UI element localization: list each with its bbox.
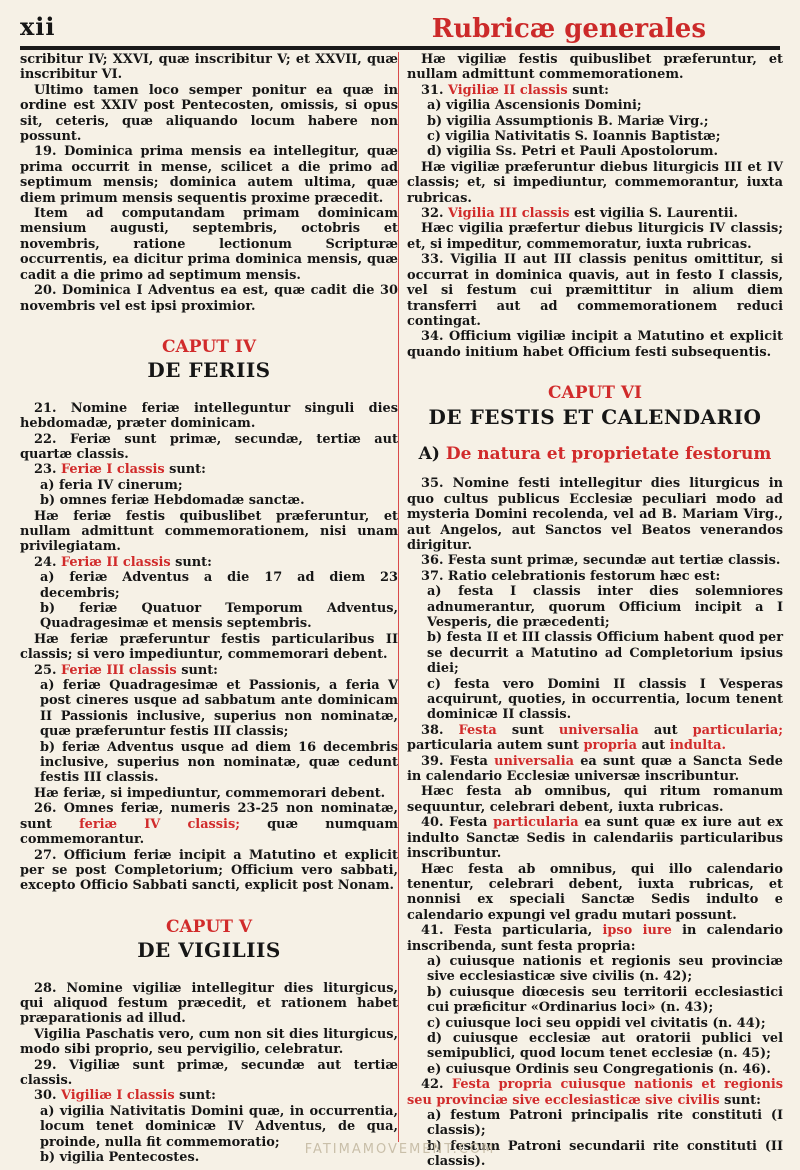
text: aut bbox=[641, 738, 666, 754]
list-item: a) cuiusque nationis et regionis seu provinciæ sive ecclesiasticæ sive civilis (n. 42); bbox=[427, 953, 783, 985]
paragraph: scribitur IV; XXVI, quæ inscribitur V; et XXVII, quæ inscribitur VI. bbox=[20, 52, 398, 83]
text: ea sunt quæ a Sancta Sede in calendario Ecclesiæ universæ inscribuntur. bbox=[407, 753, 783, 785]
rubric-term: Feriæ I classis bbox=[60, 462, 165, 478]
section-heading-a bbox=[407, 443, 783, 464]
page-header bbox=[20, 6, 780, 50]
paragraph-29: 29. Vigiliæ sunt primæ, secundæ aut tertiæ classis. bbox=[20, 1057, 398, 1088]
list-item: d) cuiusque ecclesiæ aut oratorii publici vel semipublici, quod locum tenet ecclesiæ (n. 45); bbox=[427, 1030, 783, 1062]
column-divider bbox=[398, 52, 399, 1142]
list-item: c) vigilia Nativitatis S. Ioannis Baptistæ; bbox=[427, 129, 721, 145]
text: ea sunt quæ ex iure aut ex indulto Sanctæ Sedis in calendariis particularibus inscribuntur. bbox=[407, 815, 783, 862]
rubric-term: universalia bbox=[494, 753, 574, 769]
list-item: e) cuiusque Ordinis seu Congregationis (n. 46). bbox=[427, 1061, 771, 1077]
number: 42. bbox=[421, 1077, 444, 1093]
text: sunt: bbox=[181, 662, 218, 678]
number: 31. bbox=[421, 82, 444, 98]
right-column bbox=[407, 52, 783, 1170]
paragraph-25 bbox=[20, 663, 398, 678]
list-item: b) vigilia Assumptionis B. Mariæ Virg.; bbox=[427, 113, 709, 129]
list-item: a) feriæ Adventus a die 17 ad diem 23 decembris; bbox=[40, 570, 398, 601]
rubric-term: Vigilia III classis bbox=[447, 206, 570, 222]
text: sunt: bbox=[179, 1088, 216, 1104]
paragraph: Hæ vigiliæ præferuntur diebus liturgicis III et IV classis; et, si impediuntur, commemorantur, iuxta rubricas. bbox=[407, 159, 783, 206]
paragraph-37: 37. Ratio celebrationis festorum hæc est: bbox=[421, 568, 721, 584]
rubric-term: propria bbox=[583, 738, 637, 754]
paragraph-24 bbox=[20, 555, 398, 570]
rubric-term: Festa propria cuiusque nationis et regionis seu provinciæ sive ecclesiasticæ sive civilis bbox=[407, 1077, 783, 1108]
list-item: c) festa vero Domini II classis I Vesperas acquirunt, quoties, in occurrentia, locum tenent dominicæ II classis. bbox=[427, 676, 783, 723]
list-item: a) feriæ Quadragesimæ et Passionis, a feria V post cineres usque ad sabbatum ante dominicam II Passionis inclusive, superius non nominatæ, quæ præferuntur festis III classis; bbox=[40, 678, 398, 740]
rubric-term: universalia bbox=[558, 722, 639, 738]
paragraph-42 bbox=[407, 1077, 783, 1108]
text: est vigilia S. Laurentii. bbox=[574, 206, 739, 222]
paragraph-22: 22. Feriæ sunt primæ, secundæ, tertiæ aut quartæ classis. bbox=[20, 431, 398, 462]
list-item: a) feria IV cinerum; bbox=[40, 477, 183, 493]
text: sunt: bbox=[175, 554, 212, 570]
chapter-title-vi: DE FESTIS ET CALENDARIO bbox=[428, 404, 762, 429]
paragraph: Hæ feriæ festis quibuslibet præferuntur, et nullam admittunt commemorationem, nisi unam privilegiatam. bbox=[20, 508, 398, 555]
paragraph: Hæ feriæ præferuntur festis particularibus II classis; si vero impediuntur, commemorari debent. bbox=[20, 631, 398, 663]
text: 26. Omnes feriæ, numeris 23-25 non nominatæ, sunt bbox=[20, 801, 398, 832]
paragraph: Hæc vigilia præfertur diebus liturgicis IV classis; et, si impeditur, commemoratur, iuxta rubricas. bbox=[407, 221, 783, 252]
watermark: FATIMAMOVEMENT.COM bbox=[304, 1142, 496, 1157]
list-item: b) vigilia Pentecostes. bbox=[40, 1150, 200, 1165]
paragraph: Hæc festa ab omnibus, qui illo calendario tenentur, celebrari debent, iuxta rubricas, et nonnisi ex speciali Sanctæ Sedis indulto e calendario expungi vel gradu mutari possunt. bbox=[407, 861, 783, 923]
paragraph-33: 33. Vigilia II aut III classis penitus omittitur, si occurrat in dominica quavis, aut in festo I classis, vel si festum cui præmittitur in alium diem transferri aut ad commemorationem reduci contingat. bbox=[407, 252, 783, 329]
paragraph: Hæ feriæ, si impediuntur, commemorari debent. bbox=[34, 785, 386, 801]
paragraph-21: 21. Nomine feriæ intelleguntur singuli dies hebdomadæ, præter dominicam. bbox=[20, 400, 398, 432]
paragraph: Item ad computandam primam dominicam mensium augusti, septembris, octobris et novembris, ratione lectionum Scripturæ occurrentis, ea dicitur prima dominica mensis, quæ cadit a die primo ad septimum mensis. bbox=[20, 206, 398, 283]
rubric-term: particularia bbox=[493, 815, 579, 831]
number: 25. bbox=[34, 662, 57, 678]
paragraph: Hæ vigiliæ festis quibuslibet præferuntur, et nullam admittunt commemorationem. bbox=[407, 52, 783, 83]
list-item: a) festa I classis inter dies solemniores adnumerantur, quorum Officium incipit a I Vesperis, die præcedenti; bbox=[427, 584, 783, 630]
chapter-title-v: DE VIGILIIS bbox=[137, 938, 281, 963]
left-column bbox=[20, 52, 398, 1165]
list-item: b) festa II et III classis Officium habent quod per se decurrit a Matutino ad Completorium ipsius diei; bbox=[427, 630, 783, 677]
number: 30. bbox=[34, 1088, 57, 1104]
page-number: xii bbox=[20, 12, 56, 41]
text: sunt bbox=[511, 722, 544, 738]
paragraph-40 bbox=[407, 815, 783, 861]
rubric-term: particularia; bbox=[692, 722, 783, 738]
chapter-title-iv: DE FERIIS bbox=[147, 358, 271, 383]
text: sunt: bbox=[169, 462, 206, 478]
paragraph-35: 35. Nomine festi intellegitur dies liturgicus in quo cultus publicus Ecclesiæ peculiari modo ad mysteria Domini recolenda, vel ad B. Mariam Virg., aut Angelos, aut Sanctos vel Beatos venerandos dirigitur. bbox=[407, 476, 783, 553]
paragraph-39 bbox=[407, 754, 783, 785]
text: sunt: bbox=[724, 1092, 761, 1108]
paragraph-38 bbox=[407, 723, 783, 754]
text: in calendario inscribenda, sunt festa propria: bbox=[407, 923, 784, 954]
paragraph-27: 27. Officium feriæ incipit a Matutino et explicit per se post Completorium; Officium vero sabbati, excepto Officio Sabbati sancti, explicit post Nonam. bbox=[20, 847, 398, 894]
number: 23. bbox=[34, 462, 57, 478]
section-letter: A) bbox=[418, 443, 440, 464]
list-item: c) cuiusque loci seu oppidi vel civitatis (n. 44); bbox=[427, 1015, 766, 1031]
rubric-term: indulta. bbox=[669, 738, 726, 754]
text: 41. Festa particularia, bbox=[421, 923, 593, 939]
chapter-label-vi: CAPUT VI bbox=[547, 383, 643, 404]
text: aut bbox=[653, 722, 678, 738]
text: 39. Festa bbox=[421, 753, 488, 769]
paragraph-31 bbox=[407, 83, 783, 98]
number: 32. bbox=[421, 206, 444, 222]
running-title: Rubricæ generales bbox=[431, 14, 706, 44]
paragraph-23 bbox=[20, 462, 398, 477]
paragraph: Hæc festa ab omnibus, qui ritum romanum sequuntur, celebrari debent, iuxta rubricas. bbox=[407, 784, 783, 815]
paragraph-28: 28. Nomine vigiliæ intellegitur dies liturgicus, qui aliquod festum præcedit, et rationem habet præparationis ad illud. bbox=[20, 980, 398, 1027]
number: 24. bbox=[34, 554, 57, 570]
rubric-term: ipso iure bbox=[602, 923, 672, 939]
paragraph-34: 34. Officium vigiliæ incipit a Matutino et explicit quando initium habet Officium festi subsequentis. bbox=[407, 329, 783, 360]
chapter-label-v: CAPUT V bbox=[165, 916, 253, 937]
rubric-term: Festa bbox=[458, 722, 497, 738]
paragraph-20: 20. Dominica I Adventus ea est, quæ cadit die 30 novembris vel est ipsi proximior. bbox=[20, 283, 398, 314]
paragraph-30 bbox=[20, 1088, 398, 1103]
rubric-term: Vigiliæ II classis bbox=[447, 82, 568, 98]
section-title: De natura et proprietate festorum bbox=[445, 443, 772, 464]
paragraph: Ultimo tamen loco semper ponitur ea quæ in ordine est XXIV post Pentecosten, omissis, si opus sit, ceteris, quæ aliquando locum habere non possunt. bbox=[20, 82, 398, 145]
text: sunt: bbox=[572, 82, 609, 98]
number: 38. bbox=[421, 722, 444, 738]
paragraph: Vigilia Paschatis vero, cum non sit dies liturgicus, modo sibi proprio, seu pervigilio, celebratur. bbox=[20, 1026, 398, 1058]
paragraph-36: 36. Festa sunt primæ, secundæ aut tertiæ classis. bbox=[421, 553, 781, 569]
list-item: b) festum Patroni secundarii rite constituti (II classis). bbox=[427, 1138, 783, 1170]
chapter-label-iv: CAPUT IV bbox=[161, 336, 257, 357]
list-item: a) vigilia Nativitatis Domini quæ, in occurrentia, locum tenet dominicæ IV Adventus, de qua, proinde, nulla fit commemoratio; bbox=[40, 1103, 398, 1150]
paragraph-19: 19. Dominica prima mensis ea intellegitur, quæ prima occurrit in mense, scilicet a die primo ad septimum mensis; dominica autem ultima, quæ diem primum mensis sequentis proxime præcedit. bbox=[20, 144, 398, 206]
list-item: b) omnes feriæ Hebdomadæ sanctæ. bbox=[40, 493, 305, 509]
rubric-term: Vigiliæ I classis bbox=[60, 1088, 175, 1104]
text: particularia autem sunt bbox=[407, 738, 579, 754]
paragraph-41 bbox=[407, 923, 783, 954]
list-item: b) cuiusque diœcesis seu territorii ecclesiastici cui præficitur «Ordinarius loci» (n. 43); bbox=[427, 984, 783, 1016]
rubric-term: feriæ IV classis; bbox=[79, 816, 240, 832]
rubric-term: Feriæ II classis bbox=[60, 554, 171, 570]
paragraph-26 bbox=[20, 801, 398, 847]
text: 40. Festa bbox=[421, 815, 488, 831]
text: quæ numquam commemorantur. bbox=[20, 816, 398, 848]
list-item: a) festum Patroni principalis rite constituti (I classis); bbox=[427, 1108, 783, 1139]
list-item: d) vigilia Ss. Petri et Pauli Apostolorum. bbox=[427, 144, 718, 160]
rubric-term: Feriæ III classis bbox=[60, 662, 177, 678]
paragraph-32 bbox=[407, 206, 783, 221]
list-item: b) feriæ Adventus usque ad diem 16 decembris inclusive, superius non nominatæ, quæ cedunt festis III classis. bbox=[40, 739, 398, 786]
list-item: a) vigilia Ascensionis Domini; bbox=[427, 98, 642, 114]
list-item: b) feriæ Quatuor Temporum Adventus, Quadragesimæ et mensis septembris. bbox=[40, 601, 398, 632]
